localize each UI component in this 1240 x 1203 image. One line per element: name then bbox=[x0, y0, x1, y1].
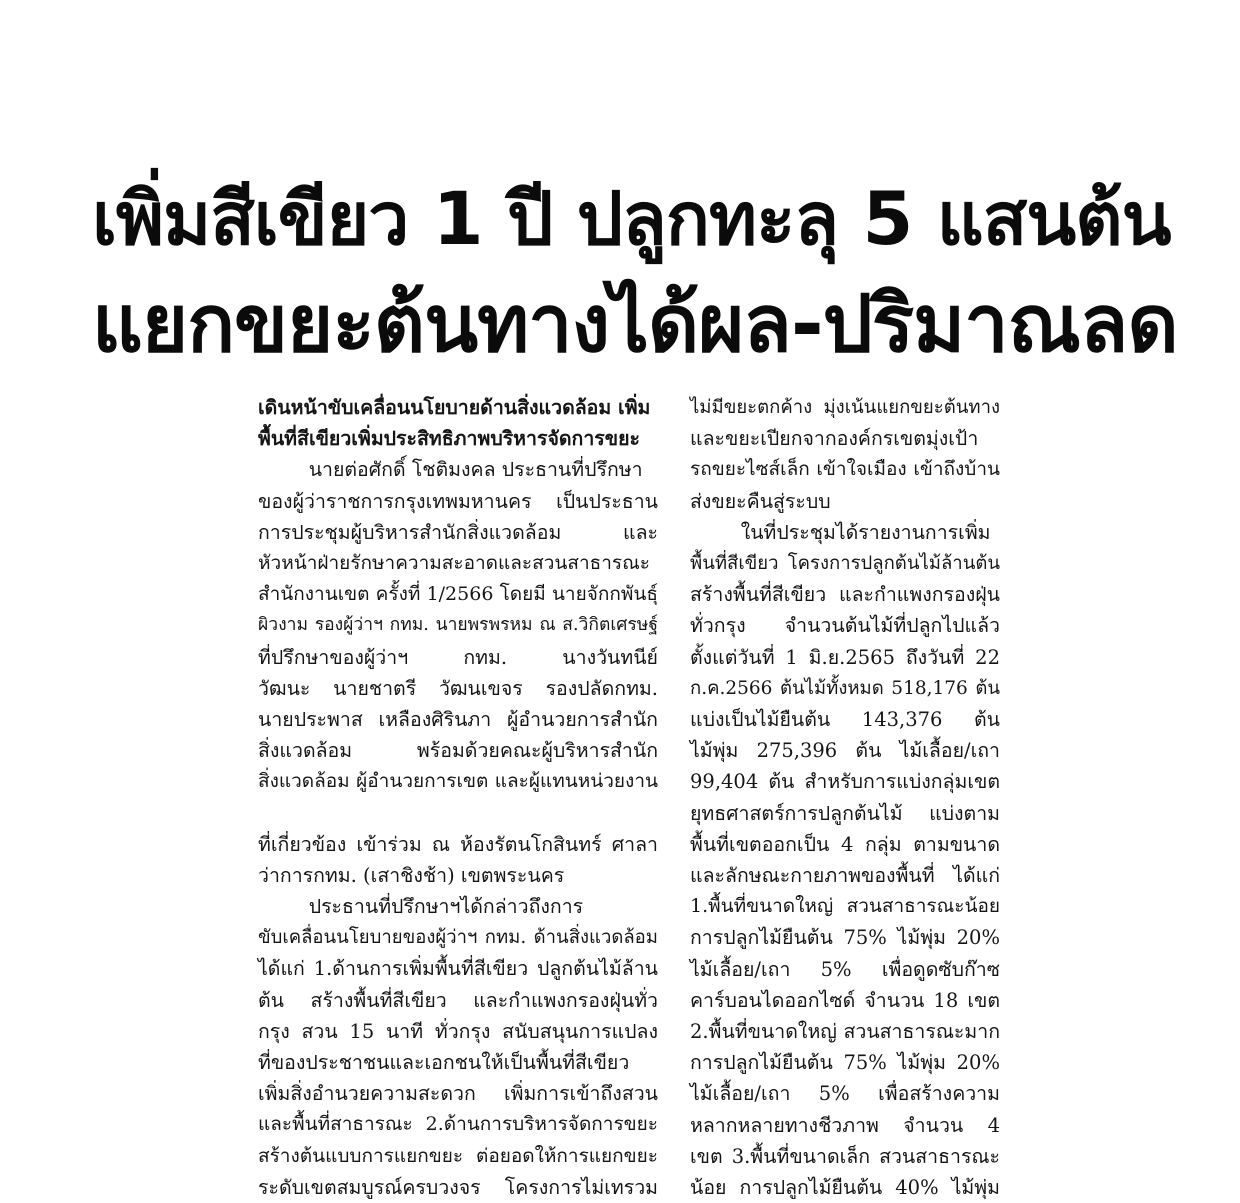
text-line: และขยะเปียกจากองค์กรเขตมุ่งเป้า bbox=[690, 427, 979, 451]
text-line: ที่ปรึกษาของผู้ว่าฯ กทม. นางวันทนีย์ bbox=[258, 645, 658, 669]
text-line: สิ่งแวดล้อม ผู้อำนวยการเขต และผู้แทนหน่วยงาน bbox=[258, 770, 658, 793]
text-line: นายต่อศักดิ์ โชติมงคล ประธานที่ปรึกษา bbox=[308, 458, 643, 482]
headline bbox=[92, 168, 1182, 376]
text-line: ว่าการกทม. (เสาชิงช้า) เขตพระนคร bbox=[258, 863, 565, 887]
text-line: สำนักงานเขต ครั้งที่ 1/2566 โดยมี นายจักกพันธุ์ bbox=[258, 583, 658, 606]
text-line: วัฒนะ นายชาตรี วัฒนเขจร รองปลัดกทม. bbox=[258, 676, 658, 700]
text-line: รถขยะไซส์เล็ก เข้าใจเมือง เข้าถึงบ้าน bbox=[690, 458, 1000, 481]
text-line: ได้แก่ 1.ด้านการเพิ่มพื้นที่สีเขียว ปลูกต้นไม้ล้าน bbox=[258, 957, 658, 981]
text-line: ของผู้ว่าราชการกรุงเทพมหานคร เป็นประธาน bbox=[258, 489, 658, 513]
text-line: สร้างพื้นที่สีเขียว และกำแพงกรองฝุ่น bbox=[690, 583, 1000, 607]
body-paragraph bbox=[258, 829, 658, 891]
text-line: หลากหลายทางชีวภาพ จำนวน 4 bbox=[690, 1113, 1000, 1137]
text-line: เพิ่มสิ่งอำนวยความสะดวก เพิ่มการเข้าถึงสวน bbox=[258, 1082, 658, 1106]
text-line: ไม่มีขยะตกค้าง มุ่งเน้นแยกขยะต้นทาง bbox=[690, 397, 1000, 418]
text-line: ทั่วกรุง จำนวนต้นไม้ที่ปลูกไปแล้ว bbox=[690, 614, 1000, 638]
text-line: ในที่ประชุมได้รายงานการเพิ่ม bbox=[740, 520, 991, 544]
text-line: และลักษณะกายภาพของพื้นที่ ได้แก่ bbox=[690, 864, 1000, 888]
text-line: 2.พื้นที่ขนาดใหญ่ สวนสาธารณะมาก bbox=[690, 1020, 1000, 1044]
text-line: หัวหน้าฝ่ายรักษาความสะอาดและสวนสาธารณะ bbox=[258, 552, 650, 575]
text-line: สร้างต้นแบบการแยกขยะ ต่อยอดให้การแยกขยะ bbox=[258, 1144, 658, 1167]
text-line: ไม้เลื้อย/เถา 5% เพื่อดูดซับก๊าซ bbox=[690, 957, 1000, 981]
headline-line-1: เพิ่มสีเขียว 1 ปี ปลูกทะลุ 5 แสนต้น bbox=[92, 177, 1171, 262]
text-line: คาร์บอนไดออกไซด์ จำนวน 18 เขต bbox=[690, 988, 1000, 1012]
text-line: ที่เกี่ยวข้อง เข้าร่วม ณ ห้องรัตนโกสินทร์ ศาลา bbox=[258, 832, 658, 856]
text-line: สิ่งแวดล้อม พร้อมด้วยคณะผู้บริหารสำนัก bbox=[258, 739, 658, 763]
lead-line: พื้นที่สีเขียวเพิ่มประสิทธิภาพบริหารจัดการขยะ bbox=[258, 427, 641, 451]
text-line: กรุง สวน 15 นาที ทั่วกรุง สนับสนุนการแปลง bbox=[258, 1019, 658, 1043]
lead-paragraph bbox=[258, 392, 658, 454]
text-line: ไม้พุ่ม 275,396 ต้น ไม้เลื้อย/เถา bbox=[690, 739, 1000, 763]
lead-line: เดินหน้าขับเคลื่อนนโยบายด้านสิ่งแวดล้อม เพิ่ม bbox=[258, 396, 651, 419]
text-line: เขต 3.พื้นที่ขนาดเล็ก สวนสาธารณะ bbox=[690, 1144, 1000, 1168]
body-paragraph bbox=[690, 517, 1000, 1203]
text-line: 99,404 ต้น สำหรับการแบ่งกลุ่มเขต bbox=[690, 770, 1000, 794]
text-line: ผิวงาม รองผู้ว่าฯ กทม. นายพรพรหม ณ ส.วิกิตเศรษฐ์ bbox=[258, 615, 658, 636]
text-line: นายประพาส เหลืองศิรินภา ผู้อำนวยการสำนัก bbox=[258, 708, 658, 732]
column-gap bbox=[258, 798, 658, 829]
body-paragraph bbox=[258, 454, 658, 797]
text-line: 1.พื้นที่ขนาดใหญ่ สวนสาธารณะน้อย bbox=[690, 895, 1000, 918]
text-line: ที่ของประชาชนและเอกชนให้เป็นพื้นที่สีเขียว bbox=[258, 1051, 630, 1075]
text-line: การประชุมผู้บริหารสำนักสิ่งแวดล้อม และ bbox=[258, 520, 658, 544]
text-line: ขับเคลื่อนนโยบายของผู้ว่าฯ กทม. ด้านสิ่งแวดล้อม bbox=[258, 927, 658, 949]
text-line: การปลูกไม้ยืนต้น 75% ไม้พุ่ม 20% bbox=[690, 926, 1000, 950]
text-line: ก.ค.2566 ต้นไม้ทั้งหมด 518,176 ต้น bbox=[690, 677, 1000, 699]
article-column-left bbox=[258, 392, 658, 1203]
text-line: ระดับเขตสมบูรณ์ครบวงจร โครงการไม่เทรวม bbox=[258, 1175, 658, 1199]
text-line: พื้นที่เขตออกเป็น 4 กลุ่ม ตามขนาด bbox=[690, 832, 1000, 856]
text-line: ตั้งแต่วันที่ 1 มิ.ย.2565 ถึงวันที่ 22 bbox=[690, 645, 1000, 669]
text-line: น้อย การปลูกไม้ยืนต้น 40% ไม้พุ่ม bbox=[690, 1176, 1000, 1200]
text-line: ส่งขยะคืนสู่ระบบ bbox=[690, 489, 831, 513]
article-column-right bbox=[690, 392, 1000, 1203]
text-line: ยุทธศาสตร์การปลูกต้นไม้ แบ่งตาม bbox=[690, 801, 1000, 825]
text-line: และพื้นที่สาธารณะ 2.ด้านการบริหารจัดการขยะ bbox=[258, 1113, 658, 1136]
body-paragraph bbox=[690, 392, 1000, 517]
text-line: พื้นที่สีเขียว โครงการปลูกต้นไม้ล้านต้น bbox=[690, 553, 1000, 575]
headline-line-2: แยกขยะต้นทางได้ผล-ปริมาณลด bbox=[92, 278, 1178, 370]
text-line: ไม้เลื้อย/เถา 5% เพื่อสร้างความ bbox=[690, 1082, 1000, 1106]
text-line: ประธานที่ปรึกษาฯได้กล่าวถึงการ bbox=[308, 895, 584, 919]
text-line: การปลูกไม้ยืนต้น 75% ไม้พุ่ม 20% bbox=[690, 1051, 1000, 1075]
text-line: ต้น สร้างพื้นที่สีเขียว และกำแพงกรองฝุ่นทั่ว bbox=[258, 988, 658, 1012]
body-paragraph bbox=[258, 891, 658, 1203]
text-line: แบ่งเป็นไม้ยืนต้น 143,376 ต้น bbox=[690, 708, 1000, 732]
